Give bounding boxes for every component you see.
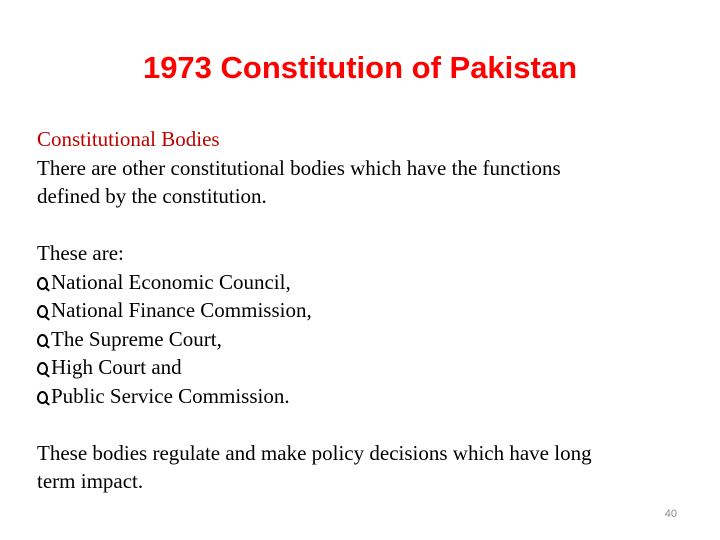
list-item (37, 296, 697, 325)
list-item-label: National Economic Council, (51, 269, 291, 294)
list-item-label: National Finance Commission, (51, 298, 312, 322)
slide-body (37, 125, 697, 496)
q-bullet-icon (37, 334, 48, 347)
list-item-label: High Court and (51, 355, 182, 379)
list-item-label: Public Service Commission. (51, 383, 290, 408)
intro-line-1: There are other constitutional bodies which have the functions (37, 155, 561, 180)
list-intro: These are: (37, 241, 124, 265)
q-bullet-icon (37, 277, 48, 290)
list-item-label: The Supreme Court, (51, 326, 222, 351)
q-bullet-icon (37, 362, 48, 375)
paragraph-gap (37, 211, 697, 240)
q-bullet-icon (37, 391, 48, 404)
list-item (37, 353, 697, 382)
list-item (37, 382, 697, 411)
closing-line-2: term impact. (37, 469, 144, 493)
intro-line-2: defined by the constitution. (37, 184, 267, 208)
slide-title: 1973 Constitution of Pakistan (142, 50, 578, 85)
list-item (37, 325, 697, 354)
section-heading: Constitutional Bodies (37, 127, 220, 151)
closing-line-1: These bodies regulate and make policy decisions which have long (37, 440, 592, 465)
bullet-list (37, 268, 697, 411)
page-number: 40 (664, 508, 677, 520)
q-bullet-icon (37, 305, 48, 318)
list-item (37, 268, 697, 297)
paragraph-gap (37, 410, 697, 439)
